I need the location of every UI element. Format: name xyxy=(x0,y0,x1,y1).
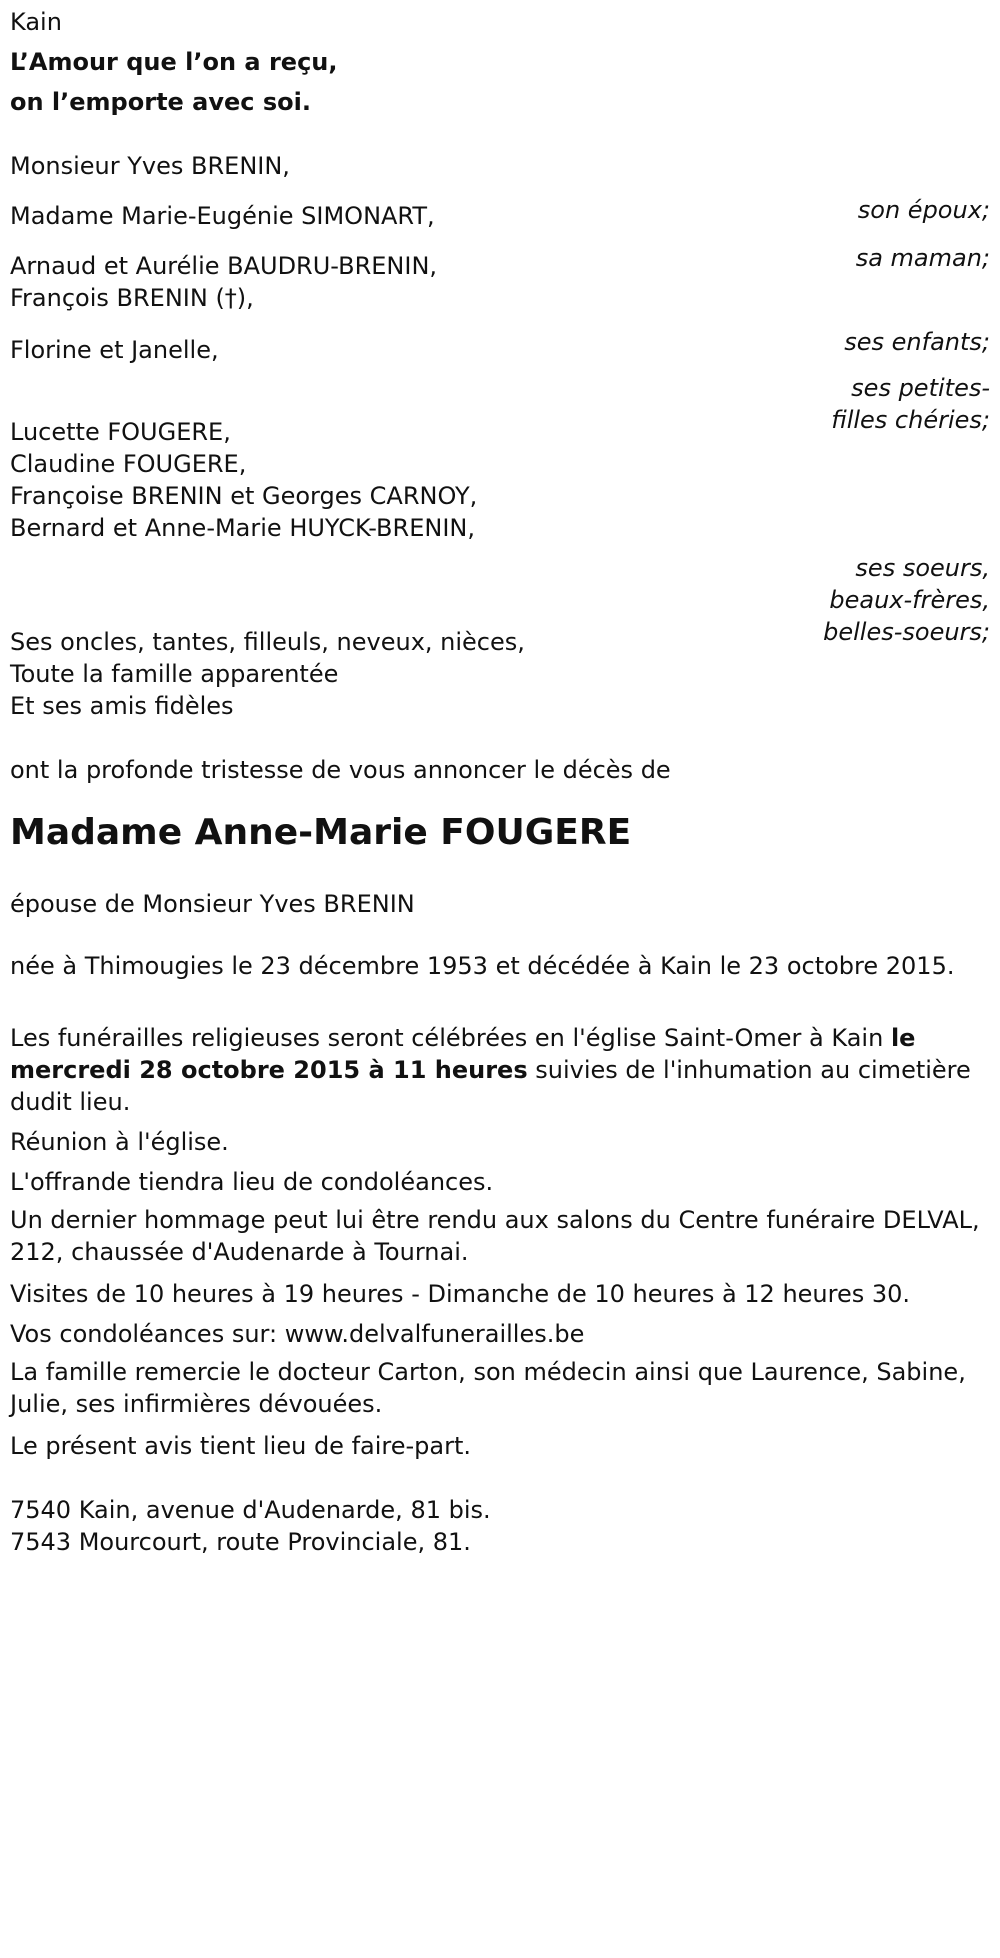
birth-death-text: née à Thimougies le 23 décembre 1953 et décédée à Kain le 23 octobre 2015. xyxy=(10,952,955,980)
note-line: La famille remercie le docteur Carton, son médecin ainsi que Laurence, Sabine, Julie, ses infirmières dévouées. xyxy=(10,1358,966,1418)
note-line: Vos condoléances sur: www.delvalfunerailles.be xyxy=(10,1320,585,1348)
sibling-name: Lucette FOUGERE, xyxy=(10,418,231,446)
mother-role: sa maman; xyxy=(855,244,990,272)
mother-name: Madame Marie-Eugénie SIMONART, xyxy=(10,202,435,230)
sibling-name: Bernard et Anne-Marie HUYCK-BRENIN, xyxy=(10,514,475,542)
others-line: Et ses amis fidèles xyxy=(10,692,234,720)
spouse-role: son époux; xyxy=(857,196,990,224)
note-line: Un dernier hommage peut lui être rendu aux salons du Centre funéraire DELVAL, 212, chaussée d'Audenarde à Tournai. xyxy=(10,1206,980,1266)
funeral-rest: suivies de l'inhumation au cimetière dudit lieu. xyxy=(10,1056,971,1116)
siblings-role: ses soeurs, beaux-frères, belles-soeurs; xyxy=(823,554,990,646)
grandchildren-role: ses petites-filles chéries; xyxy=(831,374,990,434)
others-line: Ses oncles, tantes, filleuls, neveux, nièces, xyxy=(10,628,525,656)
sibling-name: Françoise BRENIN et Georges CARNOY, xyxy=(10,482,478,510)
funeral-text xyxy=(10,1022,990,1118)
address-line: 7540 Kain, avenue d'Audenarde, 81 bis. xyxy=(10,1496,491,1524)
note-line: Réunion à l'église. xyxy=(10,1128,229,1156)
funeral-intro: Les funérailles religieuses seront célébrées en l'église Saint-Omer à Kain xyxy=(10,1024,884,1052)
note-line: L'offrande tiendra lieu de condoléances. xyxy=(10,1168,494,1196)
deceased-name: Madame Anne-Marie FOUGERE xyxy=(10,812,632,853)
quote-line-2: on l’emporte avec soi. xyxy=(10,88,311,116)
others-line: Toute la famille apparentée xyxy=(10,660,339,688)
children-role: ses enfants; xyxy=(844,328,990,356)
announcement-text: ont la profonde tristesse de vous annoncer le décès de xyxy=(10,756,671,784)
note-line: Le présent avis tient lieu de faire-part. xyxy=(10,1432,472,1460)
sibling-name: Claudine FOUGERE, xyxy=(10,450,247,478)
child-name: François BRENIN (†), xyxy=(10,284,254,312)
child-name: Arnaud et Aurélie BAUDRU-BRENIN, xyxy=(10,252,438,280)
address-line: 7543 Mourcourt, route Provinciale, 81. xyxy=(10,1528,471,1556)
place-name: Kain xyxy=(10,8,62,36)
funeral-date: le mercredi 28 octobre 2015 à 11 heures xyxy=(10,1024,916,1084)
grandchildren-name: Florine et Janelle, xyxy=(10,336,219,364)
spouse-name: Monsieur Yves BRENIN, xyxy=(10,152,290,180)
quote-line-1: L’Amour que l’on a reçu, xyxy=(10,48,338,76)
spouse-of-text: épouse de Monsieur Yves BRENIN xyxy=(10,890,415,918)
note-line: Visites de 10 heures à 19 heures - Dimanche de 10 heures à 12 heures 30. xyxy=(10,1280,911,1308)
